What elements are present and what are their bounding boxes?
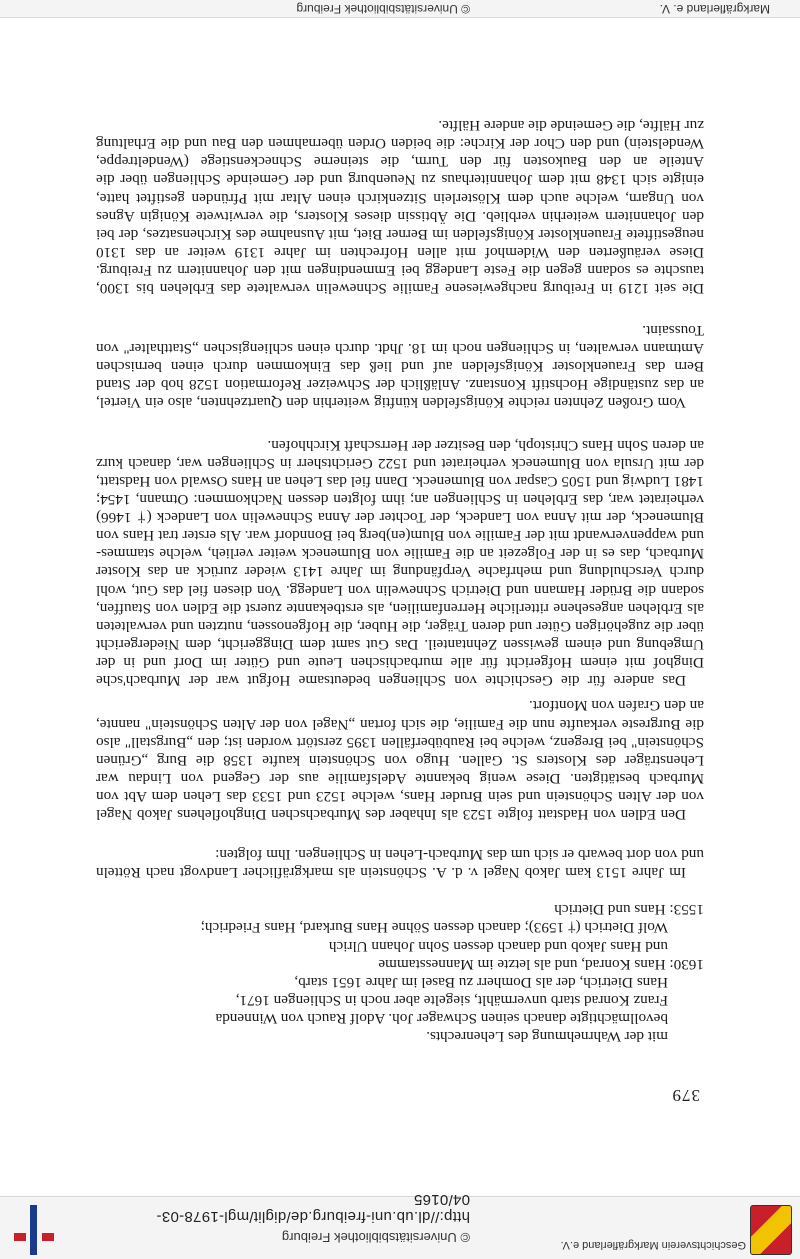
paragraph-4: Den Edlen von Hadstatt folgte 1523 als Inhaber des Murbachschen Dinghoflehens Jakob Nagel von der Alten Schönstein und sein Bruder Hans, welche 1523 und 1533 das Lehen dem Abt von Murbach bestätigten. Diese wenig bekannte Adelsfamilie aus der Gegend von Lindau war Lehensträger des Klosters St. Gallen. Hugo von Schönstein kaufte 1358 die Burg „Grünen Schönstein" bei Bregenz, welche bei Raubüberfällen 1395 zerstört worden ist; den „Burgstall" also die Burgreste verkaufte nun die Familie, die sich fortan „Nagel von der Alten Schönstein" nannte, an den Grafen von Montfort. bbox=[96, 697, 704, 823]
page-number: 379 bbox=[671, 1086, 700, 1105]
paragraph-2: Vom Großen Zehnten reichte Königsfelden künftig weiterhin den Quartzehnten, also ein Viertel, an das zuständige Hochstift Konstanz. Anläßlich der Schweizer Reformation 1528 hob der Stand Bern das Frauenkloster Königsfelden auf und ließ das Einkommen durch einen bernischen Amtmann verwalten, in Schliengen noch im 18. Jhdt. durch einen schliengischen „Statthalter" von Toussaint. bbox=[96, 321, 704, 411]
list-item: bevollmächtigte danach seinen Schwager Joh. Adolf Rauch von Winnenda bbox=[215, 1009, 668, 1027]
library-logo-icon bbox=[14, 1205, 54, 1255]
list-item: 1630: Hans Konrad, und als letzte im Mannesstamme bbox=[378, 955, 704, 973]
list-item: Franz Konrad starb unvermählt, siegelte aber noch in Schliengen 1671, bbox=[235, 991, 668, 1009]
list-item: 1553: Hans und Dietrich bbox=[554, 901, 704, 919]
list-item: und Hans Jakob und danach dessen Sohn Johann Ulrich bbox=[328, 937, 668, 955]
society-logo-icon bbox=[750, 1205, 792, 1255]
permalink-link[interactable]: http://dl.ub.uni-freiburg.de/diglit/mgl-1978-03-04/0165 bbox=[156, 1191, 470, 1225]
library-header bbox=[0, 1191, 800, 1259]
footer-copyright: © Universitätsbibliothek Freiburg bbox=[296, 2, 470, 16]
paragraph-1: Die seit 1219 in Freiburg nachgewiesene Familie Schnewelin verwaltete das Erblehen bis 1300, tauschte es sodann gegen die Feste Landegg bei Emmendingen mit den Johannitern zu Freiburg. Diese veräußerten den Widemhof mit allen Hofrechten im Jahre 1319 weiter an das 1310 neugestiftete Frauenkloster Königsfelden im Berner Biet, mit Ausnahme des Kirchensatzes, der bei den Johannitern weiterhin verblieb. Die Äbtissin dieses Klosters, die verwitwete Königin Agnes von Ungarn, welche auch dem Klösterlein Sitzenkirch einen Altar mit Pfründen gestiftet hatte, einigte sich 1348 mit dem Johanniterhaus zu Neuenburg und der Gemeinde Schliengen über die Anteile an den Baukosten für den Turm, die steinerne Schneckenstiege (Wendeltreppe, Wendelstein) und den Chor der Kirche: die beiden Orden übernahmen den Bau und die Erhaltung zur Hälfte, die Gemeinde die andere Hälfte. bbox=[96, 117, 704, 297]
paragraph-5: Im Jahre 1513 kam Jakob Nagel v. d. A. Schönstein als markgräflicher Landvogt nach Rötteln und von dort bewarb er sich um das Murbach-Lehen in Schliengen. Ihm folgten: bbox=[96, 845, 704, 881]
list-item: Hans Dietrich, der als Domherr zu Basel im Jahre 1651 starb, bbox=[294, 973, 668, 991]
footer-society: Markgräflerland e. V. bbox=[659, 2, 770, 16]
list-item: mit der Wahrnehmung des Lehenrechts. bbox=[426, 1028, 668, 1045]
copyright-text: © Universitätsbibliothek Freiburg bbox=[281, 1230, 470, 1245]
society-name: Geschichtsverein Markgräflerland e.V. bbox=[560, 1239, 746, 1251]
successor-list bbox=[96, 900, 704, 1045]
library-footer bbox=[0, 0, 800, 18]
scanned-page bbox=[0, 17, 800, 1197]
paragraph-3: Das andere für die Geschichte von Schliengen bedeutsame Hofgut war der Murbach'sche Dinghof mit einem Hofgericht für alle murbachischen Leute und Güter im Dorf und in der Umgebung und einem gewissen Zehntanteil. Das Gut samt dem Dinggericht, dem Niedergericht über die zugehörigen Güter und deren Träger, die Huber, die Hofgenossen, nutzten und verwalteten als Erblehen angesehene ritterliche Herrenfamilien, als erstbekannte zuerst die Edlen von Stauffen, sodann die Brüder Hamann und Dietrich Schnewelin von Landegg. Von diesen fiel das Gut, wohl durch Verschuldung und mehrfache Verpfändung im Jahre 1413 wieder zurück an das Kloster Murbach, das es in der Folgezeit an die Familie von Blumeneck weiter verlieh, welche stammes- und wappenverwandt mit der Familie von Blum(en)berg bei Bonndorf war. Als erster trat Hans von Blumeneck, der mit Anna von Landeck, der Tochter der Anna Schnewelin von Landeck († 1466) verheiratet war, das Erblehen in Schliengen an; ihm folgten dessen Nachkommen: Otmann, 1454; 1481 Ludwig und 1505 Caspar von Blumeneck. Dann fiel das Lehen an Hans Oswald von Hadstatt, der mit Ursula von Blumeneck verheiratet und 1522 Gerichtsherr in Schliengen war, danach kurz an deren Sohn Hans Christoph, den Besitzer der Herrschaft Kirchhofen. bbox=[96, 436, 704, 689]
list-item: Wolf Dietrich († 1593); danach dessen Söhne Hans Burkard, Hans Friedrich; bbox=[200, 919, 668, 937]
